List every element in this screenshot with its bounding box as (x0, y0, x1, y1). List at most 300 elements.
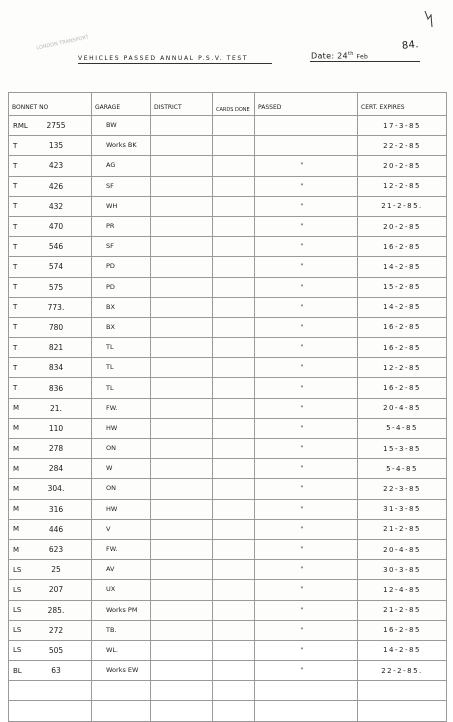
bonnet-no-cell (9, 277, 92, 297)
bonnet-number: 304. (47, 484, 65, 494)
cards-done-cell (213, 176, 255, 196)
bonnet-no (9, 484, 91, 493)
district-cell (151, 196, 213, 216)
table-row (9, 297, 447, 317)
bonnet-no (9, 303, 91, 312)
bonnet-prefix: M (13, 545, 20, 554)
garage-cell: WH (92, 196, 151, 216)
header-passed: PASSED (255, 93, 358, 116)
date-label: Date: 24 (311, 51, 348, 61)
cert-expires-cell: 20-2-85 (358, 216, 447, 236)
date-month: Feb (356, 53, 369, 61)
cards-done-cell (213, 418, 255, 438)
bonnet-no-cell (9, 418, 92, 438)
bonnet-no-cell (9, 701, 92, 721)
cards-done-cell (213, 156, 255, 176)
cards-done-cell (213, 600, 255, 620)
garage-cell (92, 681, 151, 701)
garage-cell: BX (92, 297, 151, 317)
bonnet-prefix: T (13, 202, 18, 211)
bonnet-prefix: LS (13, 585, 22, 594)
bonnet-no (9, 323, 91, 332)
district-cell (151, 277, 213, 297)
garage-cell: ON (92, 439, 151, 459)
bonnet-number: 575 (48, 282, 64, 292)
bonnet-prefix: LS (13, 565, 22, 574)
bonnet-no (9, 242, 91, 251)
bonnet-number: 278 (48, 444, 64, 454)
cards-done-cell (213, 196, 255, 216)
cert-expires-cell: 5-4-85 (358, 459, 447, 479)
district-cell (151, 701, 213, 721)
cards-done-cell (213, 439, 255, 459)
bonnet-no-cell (9, 317, 92, 337)
district-cell (151, 297, 213, 317)
garage-cell: TL (92, 338, 151, 358)
bonnet-no (9, 262, 91, 271)
bonnet-number: 834 (48, 363, 64, 373)
cards-done-cell (213, 479, 255, 499)
cert-expires-cell: 22-3-85 (358, 479, 447, 499)
district-cell (151, 539, 213, 559)
cards-done-cell (213, 358, 255, 378)
table-row (9, 136, 447, 156)
garage-cell: BW (92, 116, 151, 136)
table-row (9, 418, 447, 438)
passed-cell: " (255, 479, 358, 499)
bonnet-no (9, 666, 91, 675)
bonnet-number: 836 (48, 383, 64, 393)
title-underline (78, 63, 272, 64)
bonnet-number: 423 (48, 161, 64, 171)
garage-cell: Works EW (92, 661, 151, 681)
table-row (9, 257, 447, 277)
cards-done-cell (213, 620, 255, 640)
table-row (9, 539, 447, 559)
garage-cell: SF (92, 237, 151, 257)
passed-cell: " (255, 237, 358, 257)
bonnet-prefix: T (13, 222, 18, 231)
bonnet-no-cell (9, 539, 92, 559)
cards-done-cell (213, 459, 255, 479)
passed-cell: " (255, 519, 358, 539)
bonnet-number: 432 (48, 201, 64, 211)
bonnet-no (9, 161, 91, 170)
garage-cell: SF (92, 176, 151, 196)
bonnet-no-cell (9, 297, 92, 317)
cert-expires-cell: 31-3-85 (358, 499, 447, 519)
table-row (9, 479, 447, 499)
garage-cell: UX (92, 580, 151, 600)
cards-done-cell (213, 701, 255, 721)
table-body (9, 116, 447, 722)
cards-done-cell (213, 338, 255, 358)
table-row (9, 600, 447, 620)
bonnet-no (9, 404, 91, 413)
cards-done-cell (213, 136, 255, 156)
table-row (9, 156, 447, 176)
bonnet-number: 780 (48, 322, 64, 332)
district-cell (151, 257, 213, 277)
table-row (9, 661, 447, 681)
district-cell (151, 640, 213, 660)
bonnet-number: 21. (50, 403, 62, 413)
cert-expires-cell: 14-2-85 (358, 297, 447, 317)
bonnet-no-cell (9, 237, 92, 257)
bonnet-number: 284 (48, 464, 64, 474)
table-row (9, 519, 447, 539)
bonnet-no (9, 444, 91, 453)
garage-cell: TL (92, 358, 151, 378)
district-cell (151, 358, 213, 378)
bonnet-no-cell (9, 156, 92, 176)
bonnet-no (9, 202, 91, 211)
bonnet-no (9, 646, 91, 655)
district-cell (151, 560, 213, 580)
passed-cell: " (255, 317, 358, 337)
passed-cell: " (255, 378, 358, 398)
bonnet-no-cell (9, 439, 92, 459)
bonnet-prefix: M (13, 424, 20, 433)
table-row (9, 358, 447, 378)
cards-done-cell (213, 661, 255, 681)
bonnet-prefix: T (13, 182, 18, 191)
cert-expires-cell: 5-4-85 (358, 418, 447, 438)
cards-done-cell (213, 257, 255, 277)
garage-cell: PD (92, 257, 151, 277)
cards-done-cell (213, 297, 255, 317)
bonnet-no-cell (9, 196, 92, 216)
table-row (9, 116, 447, 136)
bonnet-number: 316 (48, 504, 64, 514)
cert-expires-cell: 21-2-85 (358, 600, 447, 620)
cert-expires-cell: 16-2-85 (358, 317, 447, 337)
district-cell (151, 439, 213, 459)
bonnet-number: 63 (51, 666, 61, 676)
table-row (9, 499, 447, 519)
bonnet-number: 426 (48, 181, 64, 191)
table-row (9, 560, 447, 580)
bonnet-no-cell (9, 257, 92, 277)
district-cell (151, 479, 213, 499)
cert-expires-cell: 16-2-85 (358, 338, 447, 358)
district-cell (151, 580, 213, 600)
garage-cell: FW. (92, 398, 151, 418)
cert-expires-cell: 20-4-85 (358, 539, 447, 559)
passed-cell: " (255, 439, 358, 459)
bonnet-no (9, 384, 91, 393)
cert-expires-cell: 12-4-85 (358, 580, 447, 600)
garage-cell: ON (92, 479, 151, 499)
bonnet-prefix: M (13, 444, 20, 453)
pen-mark-icon (423, 10, 433, 28)
table-row (9, 317, 447, 337)
table-row (9, 277, 447, 297)
garage-cell (92, 701, 151, 721)
bonnet-no-cell (9, 600, 92, 620)
cards-done-cell (213, 277, 255, 297)
garage-cell: AG (92, 156, 151, 176)
bonnet-prefix: T (13, 343, 18, 352)
cards-done-cell (213, 681, 255, 701)
garage-cell: HW (92, 499, 151, 519)
bonnet-prefix: M (13, 484, 20, 493)
table-row (9, 580, 447, 600)
garage-cell: AV (92, 560, 151, 580)
bonnet-no-cell (9, 338, 92, 358)
bonnet-no (9, 363, 91, 372)
bonnet-prefix: T (13, 161, 18, 170)
bonnet-no-cell (9, 136, 92, 156)
cards-done-cell (213, 640, 255, 660)
district-cell (151, 176, 213, 196)
header-district: DISTRICT (151, 93, 213, 116)
passed-cell: " (255, 257, 358, 277)
header-cards-done: CARDS DONE (213, 93, 255, 116)
bonnet-prefix: T (13, 303, 18, 312)
bonnet-number: 2755 (46, 121, 66, 131)
cert-expires-cell: 22-2-85. (358, 661, 447, 681)
bonnet-no-cell (9, 479, 92, 499)
date-underline (310, 61, 420, 62)
passed-cell: " (255, 640, 358, 660)
passed-cell (255, 136, 358, 156)
bonnet-number: 135 (48, 141, 64, 151)
passed-cell: " (255, 176, 358, 196)
bonnet-number: 285. (47, 605, 65, 615)
cards-done-cell (213, 560, 255, 580)
bonnet-no (9, 283, 91, 292)
bonnet-number: 446 (48, 524, 64, 534)
sheet-date (311, 51, 368, 61)
bonnet-no (9, 626, 91, 635)
bonnet-number: 821 (48, 343, 64, 353)
passed-cell: " (255, 338, 358, 358)
passed-cell: " (255, 398, 358, 418)
table-row (9, 216, 447, 236)
district-cell (151, 519, 213, 539)
passed-cell: " (255, 499, 358, 519)
cert-expires-cell: 16-2-85 (358, 237, 447, 257)
bonnet-prefix: BL (13, 666, 22, 675)
garage-cell: Works PM (92, 600, 151, 620)
bonnet-prefix: M (13, 505, 20, 514)
cert-expires-cell: 16-2-85 (358, 378, 447, 398)
district-cell (151, 237, 213, 257)
passed-cell: " (255, 156, 358, 176)
table-row (9, 398, 447, 418)
cert-expires-cell: 21-2-85. (358, 196, 447, 216)
bonnet-no (9, 343, 91, 352)
table-row (9, 338, 447, 358)
header-bonnet-no: BONNET NO (9, 93, 92, 116)
cert-expires-cell: 30-3-85 (358, 560, 447, 580)
bonnet-no (9, 182, 91, 191)
bonnet-no (9, 525, 91, 534)
district-cell (151, 459, 213, 479)
cards-done-cell (213, 398, 255, 418)
bonnet-prefix: LS (13, 646, 22, 655)
district-cell (151, 378, 213, 398)
bonnet-number: 505 (48, 645, 64, 655)
district-cell (151, 418, 213, 438)
passed-cell: " (255, 196, 358, 216)
cert-expires-cell: 22-2-85 (358, 136, 447, 156)
bonnet-no (9, 606, 91, 615)
bonnet-prefix: LS (13, 606, 22, 615)
passed-cell: " (255, 297, 358, 317)
passed-cell: " (255, 277, 358, 297)
bonnet-no-cell (9, 378, 92, 398)
bonnet-no-cell (9, 640, 92, 660)
bonnet-prefix: T (13, 283, 18, 292)
passed-cell: " (255, 539, 358, 559)
table-header-row (9, 93, 447, 116)
cert-expires-cell: 20-2-85 (358, 156, 447, 176)
cards-done-cell (213, 317, 255, 337)
bonnet-no-cell (9, 116, 92, 136)
bonnet-prefix: M (13, 464, 20, 473)
bonnet-number: 272 (48, 625, 64, 635)
date-superscript: th (347, 51, 354, 57)
faint-stamp: LONDON TRANSPORT (35, 34, 90, 52)
bonnet-no (9, 464, 91, 473)
bonnet-no (9, 585, 91, 594)
bonnet-number: 546 (48, 242, 64, 252)
garage-cell: HW (92, 418, 151, 438)
table-row (9, 459, 447, 479)
bonnet-number: 574 (48, 262, 64, 272)
bonnet-no-cell (9, 681, 92, 701)
passed-cell: " (255, 216, 358, 236)
passed-cell: " (255, 600, 358, 620)
cert-expires-cell: 16-2-85 (358, 620, 447, 640)
bonnet-no (9, 424, 91, 433)
table-row (9, 237, 447, 257)
passed-cell (255, 701, 358, 721)
bonnet-prefix: T (13, 242, 18, 251)
bonnet-no (9, 505, 91, 514)
bonnet-prefix: T (13, 262, 18, 271)
passed-cell: " (255, 620, 358, 640)
garage-cell: TL (92, 378, 151, 398)
passed-cell: " (255, 418, 358, 438)
cards-done-cell (213, 116, 255, 136)
bonnet-number: 773. (47, 302, 65, 312)
cert-expires-cell: 15-2-85 (358, 277, 447, 297)
district-cell (151, 317, 213, 337)
header-garage: GARAGE (92, 93, 151, 116)
bonnet-no-cell (9, 358, 92, 378)
bonnet-no-cell (9, 499, 92, 519)
sheet-title: VEHICLES PASSED ANNUAL P.S.V. TEST (78, 55, 249, 62)
bonnet-number: 470 (48, 222, 64, 232)
bonnet-no-cell (9, 580, 92, 600)
bonnet-no-cell (9, 176, 92, 196)
garage-cell: FW. (92, 539, 151, 559)
passed-cell: " (255, 358, 358, 378)
bonnet-no-cell (9, 661, 92, 681)
bonnet-no (9, 222, 91, 231)
district-cell (151, 136, 213, 156)
passed-cell: " (255, 580, 358, 600)
bonnet-prefix: T (13, 141, 18, 150)
cert-expires-cell: 14-2-85 (358, 640, 447, 660)
garage-cell: PR (92, 216, 151, 236)
bonnet-prefix: M (13, 404, 20, 413)
bonnet-prefix: T (13, 323, 18, 332)
bonnet-number: 207 (48, 585, 64, 595)
sheet-year: 84. (401, 39, 420, 52)
cert-expires-cell (358, 701, 447, 721)
table-row (9, 681, 447, 701)
garage-cell: V (92, 519, 151, 539)
passed-cell: " (255, 560, 358, 580)
district-cell (151, 398, 213, 418)
district-cell (151, 620, 213, 640)
cert-expires-cell: 12-2-85 (358, 176, 447, 196)
cards-done-cell (213, 580, 255, 600)
bonnet-prefix: RML (13, 121, 28, 130)
garage-cell: TB. (92, 620, 151, 640)
table-row (9, 378, 447, 398)
cards-done-cell (213, 519, 255, 539)
bonnet-no-cell (9, 519, 92, 539)
district-cell (151, 661, 213, 681)
bonnet-prefix: LS (13, 626, 22, 635)
table-row (9, 176, 447, 196)
cards-done-cell (213, 499, 255, 519)
garage-cell: BX (92, 317, 151, 337)
bonnet-no-cell (9, 459, 92, 479)
table-row (9, 620, 447, 640)
cards-done-cell (213, 378, 255, 398)
bonnet-no (9, 121, 91, 130)
district-cell (151, 681, 213, 701)
cards-done-cell (213, 539, 255, 559)
passed-cell: " (255, 459, 358, 479)
table-row (9, 196, 447, 216)
passed-cell (255, 681, 358, 701)
bonnet-number: 25 (51, 565, 61, 575)
bonnet-no-cell (9, 620, 92, 640)
cert-expires-cell (358, 681, 447, 701)
cert-expires-cell: 14-2-85 (358, 257, 447, 277)
district-cell (151, 338, 213, 358)
bonnet-prefix: T (13, 384, 18, 393)
cert-expires-cell: 21-2-85 (358, 519, 447, 539)
bonnet-number: 623 (48, 545, 64, 555)
cards-done-cell (213, 216, 255, 236)
bonnet-no-cell (9, 560, 92, 580)
bonnet-no (9, 565, 91, 574)
garage-cell: Works BK (92, 136, 151, 156)
cards-done-cell (213, 237, 255, 257)
bonnet-number: 110 (48, 423, 64, 433)
passed-cell: " (255, 661, 358, 681)
garage-cell: WL. (92, 640, 151, 660)
bonnet-no (9, 545, 91, 554)
bonnet-no (9, 141, 91, 150)
district-cell (151, 216, 213, 236)
district-cell (151, 499, 213, 519)
garage-cell: W (92, 459, 151, 479)
vehicles-table (8, 92, 447, 722)
cert-expires-cell: 17-3-85 (358, 116, 447, 136)
bonnet-prefix: M (13, 525, 20, 534)
header-cert-expires: CERT. EXPIRES (358, 93, 447, 116)
passed-cell (255, 116, 358, 136)
